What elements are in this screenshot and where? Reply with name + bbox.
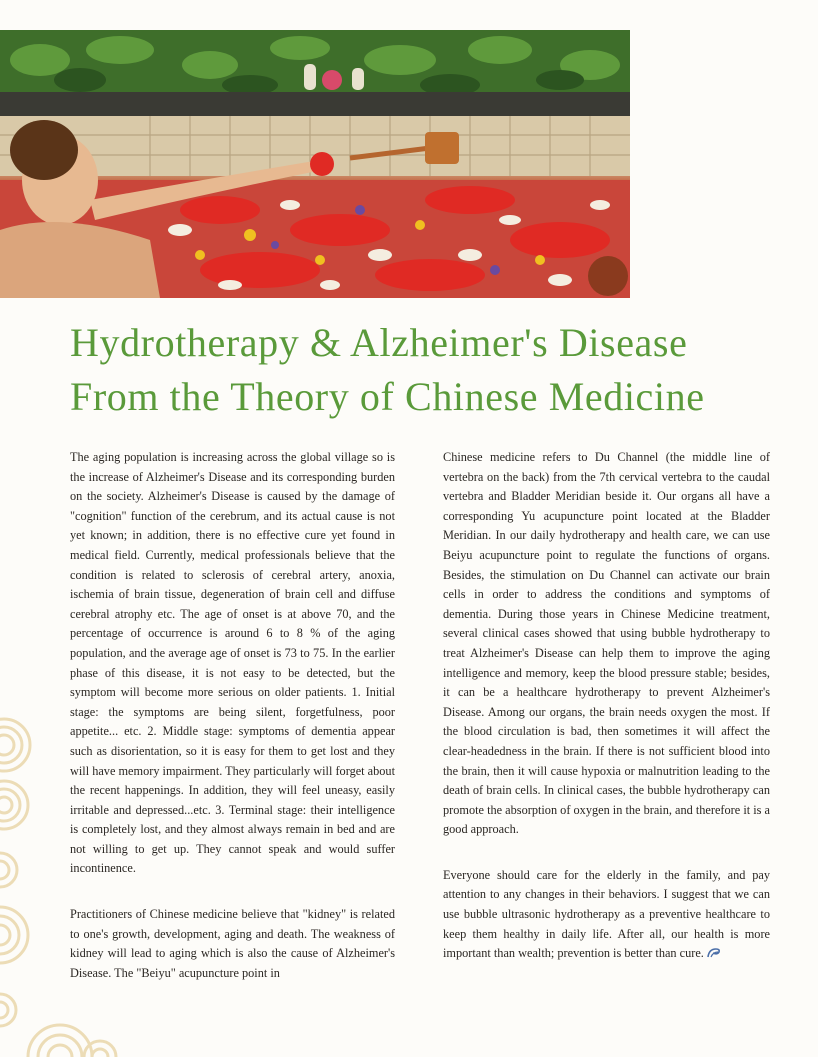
- spa-bath-illustration: [0, 30, 630, 298]
- article-column-left: [70, 448, 395, 1009]
- article-column-right: [443, 448, 770, 990]
- swirl-logo-icon: [707, 945, 721, 956]
- paragraph: The aging population is increasing across the global village so is the increase of Alzheimer's Disease and its corresponding burden on the society. Alzheimer's Disease is caused by the damage of "cognition" function of the cerebrum, and its actual cause is not yet known; in addition, there is no effective cure yet found in medical field. Currently, medical professionals believe that the condition is related to sclerosis of cerebral artery, anoxia, ischemia of brain tissue, degeneration of brain cell and diffuse cerebral atrophy etc. The age of onset is at above 70, and the percentage of occurrence is around 6 to 8 % of the aging population, and the average age of onset is 73 to 75. In the earlier phase of this disease, it is not easy to be detected, but the symptom will become more serious on older patients. 1. Initial stage: the symptoms are being silent, forgetfulness, poor appetite... etc. 2. Middle stage: symptoms of dementia appear such as disorientation, so it is easy for them to get lost and they will have memory impairment. They particularly will forget about the recent happenings. In addition, they will feel uneasy, easily irritable and depressed...etc. 3. Terminal stage: their intelligence is completely lost, and they almost always remain in bed and are not willing to get up. They cannot speak and would suffer incontinence.: [70, 450, 395, 876]
- paragraph-text: Everyone should care for the elderly in the family, and pay attention to any changes in their behaviors. I suggest that we can use bubble ultrasonic hydrotherapy as a preventive healthcare to keep them healthy in daily life. After all, our health is more important than wealth; prevention is better than cure.: [443, 867, 770, 961]
- paragraph: Practitioners of Chinese medicine believe that "kidney" is related to one's growth, development, aging and death. The weakness of kidney will lead to aging which is also the cause of Alzheimer's Disease. The "Beiyu" acupuncture point in: [70, 907, 395, 980]
- paragraph-last: [443, 866, 770, 964]
- article-title-line2: From the Theory of Chinese Medicine: [70, 374, 705, 419]
- paragraph: Chinese medicine refers to Du Channel (the middle line of vertebra on the back) from the 7th cervical vertebra to the caudal vertebra and Bladder Meridian beside it. Our organs all have a corresponding Yu acupuncture point located at the Bladder Meridian. In our daily hydrotherapy and health care, we can use Beiyu acupuncture point to regulate the functions of organs. Besides, the stimulation on Du Channel can activate our brain cells in order to address the conditions and symptoms of dementia. During those years in Chinese Medicine treatment, several clinical cases showed that using bubble hydrotherapy to treat Alzheimer's Disease can help them to improve the aging intelligence and memory, keep the blood pressure stable; besides, it can be a healthcare hydrotherapy to prevent Alzheimer's Disease. Among our organs, the brain needs oxygen the most. If the blood circulation is bad, then sometimes it will affect the clear-headedness in the brain. If there is not sufficient blood into the brain, then it will cause hypoxia or malnutrition leading to the death of brain cells. In clinical cases, the bubble hydrotherapy can promote the absorption of oxygen in the brain, and therefore it is a good approach.: [443, 450, 770, 837]
- article-title: [70, 316, 790, 424]
- spa-bath-photo: [0, 30, 630, 298]
- article-title-line1: Hydrotherapy & Alzheimer's Disease: [70, 320, 688, 365]
